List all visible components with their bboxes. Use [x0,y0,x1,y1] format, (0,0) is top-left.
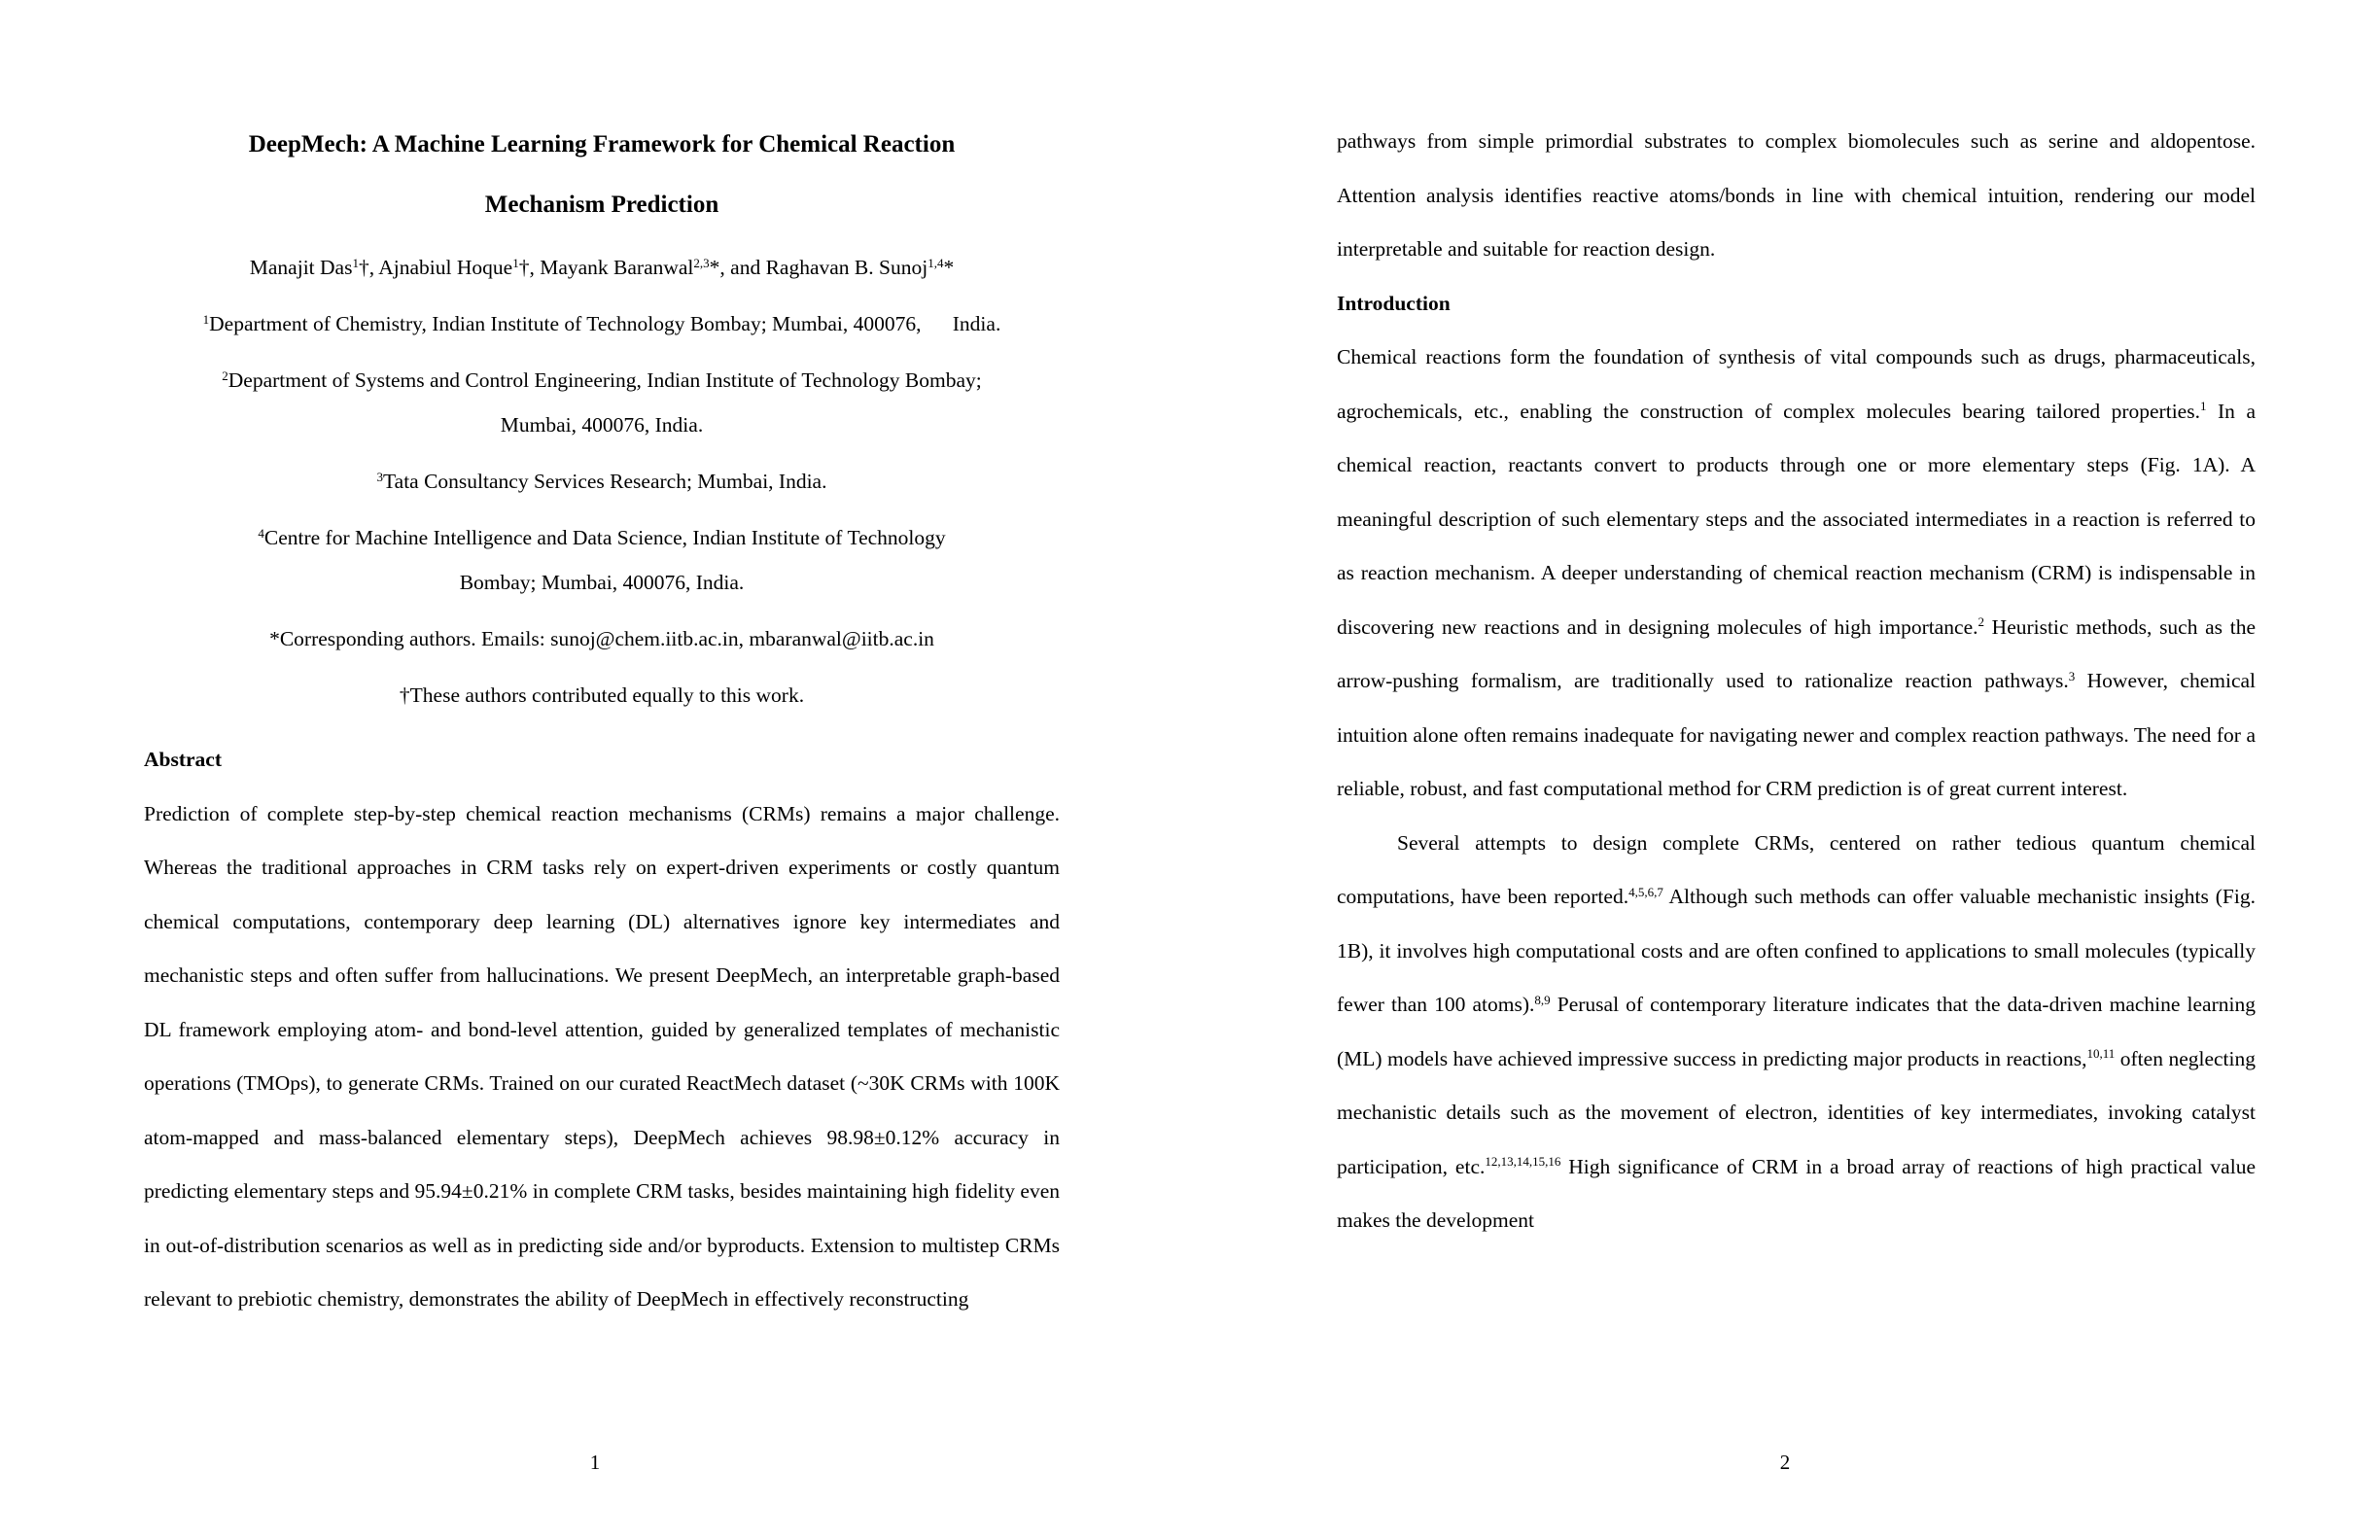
paper-title-line-2: Mechanism Prediction [484,192,719,218]
intro-paragraph-2: Several attempts to design complete CRMs, centered on rather tedious quantum chemical computations, have been reported.$^{4,5,6,7}$ Although such methods can offer valuable mechanistic insights (Fig. 1B), it involves high computational costs and are often confined to applications to small molecules (typically fewer than 100 atoms).$^{8,9}$ Perusal of contemporary literature indicates that the data-driven machine learning (ML) models have achieved impressive success in predicting major products in reactions,$^{10,11}$ often neglecting mechanistic details such as the movement of electron, identities of key intermediates, invoking catalyst participation, etc.$^{12,13,14,15,16}$ High significance of CRM in a broad array of reactions of high practical value makes the development [1337,830,2256,1232]
equal-contribution-note: †These authors contributed equally to this work. [399,683,805,707]
paper-title-line-1: DeepMech: A Machine Learning Framework for Chemical Reaction [248,131,956,158]
page-2 [1190,0,2380,1540]
abstract-paragraph: Prediction of complete step-by-step chemical reaction mechanisms (CRMs) remains a major challenge. Whereas the traditional approaches in CRM tasks rely on expert-driven experiments or costly quantum chemical computations, contemporary deep learning (DL) alternatives ignore key intermediates and mechanistic steps and often suffer from hallucinations. We present DeepMech, an interpretable graph-based DL framework employing atom- and bond-level attention, guided by generalized templates of mechanistic operations (TMOps), to generate CRMs. Trained on our curated ReactMech dataset (~30K CRMs with 100K atom-mapped and mass-balanced elementary steps), DeepMech achieves 98.98±0.12% accuracy in predicting elementary steps and 95.94±0.21% in complete CRM tasks, besides maintaining high fidelity even in out-of-distribution scenarios as well as in predicting side and/or byproducts. Extension to multistep CRMs relevant to prebiotic chemistry, demonstrates the ability of DeepMech in effectively reconstructing [144,801,1060,1311]
page-2-content [1337,115,2256,1248]
continuation-paragraph: pathways from simple primordial substrates to complex biomolecules such as serine and aldopentose. Attention analysis identifies reactive atoms/bonds in line with chemical intuition, rendering our model interpretable and suitable for reaction design. [1337,129,2256,261]
author-line: Manajit Das$^1$†, Ajnabiul Hoque$^1$†, Mayank Baranwal$^{2,3}$*, and Raghavan B. Sunoj$^{1,4}$* [249,255,955,279]
affiliation-3: $^3$Tata Consultancy Services Research; Mumbai, India. [376,469,827,493]
introduction-heading: Introduction [1337,291,1451,315]
paper-title [144,115,1060,235]
page-number-1: 1 [589,1451,601,1474]
page-1-content [144,115,1060,1327]
affiliation-1: $^1$Department of Chemistry, Indian Institute of Technology Bombay; Mumbai, 400076, India. [202,311,1001,335]
affiliation-4: $^4$Centre for Machine Intelligence and Data Science, Indian Institute of Technology Bombay; Mumbai, 400076, India. [258,525,946,594]
abstract-heading: Abstract [144,748,223,771]
corresponding-authors-note: *Corresponding authors. Emails: sunoj@chem.iitb.ac.in, mbaranwal@iitb.ac.in [269,627,934,650]
page-number-2: 2 [1779,1451,1791,1474]
affiliation-2: $^2$Department of Systems and Control Engineering, Indian Institute of Technology Bombay; Mumbai, 400076, India. [222,368,982,437]
intro-paragraph-1: Chemical reactions form the foundation of synthesis of vital compounds such as drugs, pharmaceuticals, agrochemicals, etc., enabling the construction of complex molecules bearing tailored properties.$^1$ In a chemical reaction, reactants convert to products through one or more elementary steps (Fig. 1A). A meaningful description of such elementary steps and the associated intermediates in a reaction is referred to as reaction mechanism. A deeper understanding of chemical reaction mechanism (CRM) is indispensable in discovering new reactions and in designing molecules of high importance.$^2$ Heuristic methods, such as the arrow-pushing formalism, are traditionally used to rationalize reaction pathways.$^3$ However, chemical intuition alone often remains inadequate for navigating newer and complex reaction pathways. The need for a reliable, robust, and fast computational method for CRM prediction is of great current interest. [1337,345,2256,800]
